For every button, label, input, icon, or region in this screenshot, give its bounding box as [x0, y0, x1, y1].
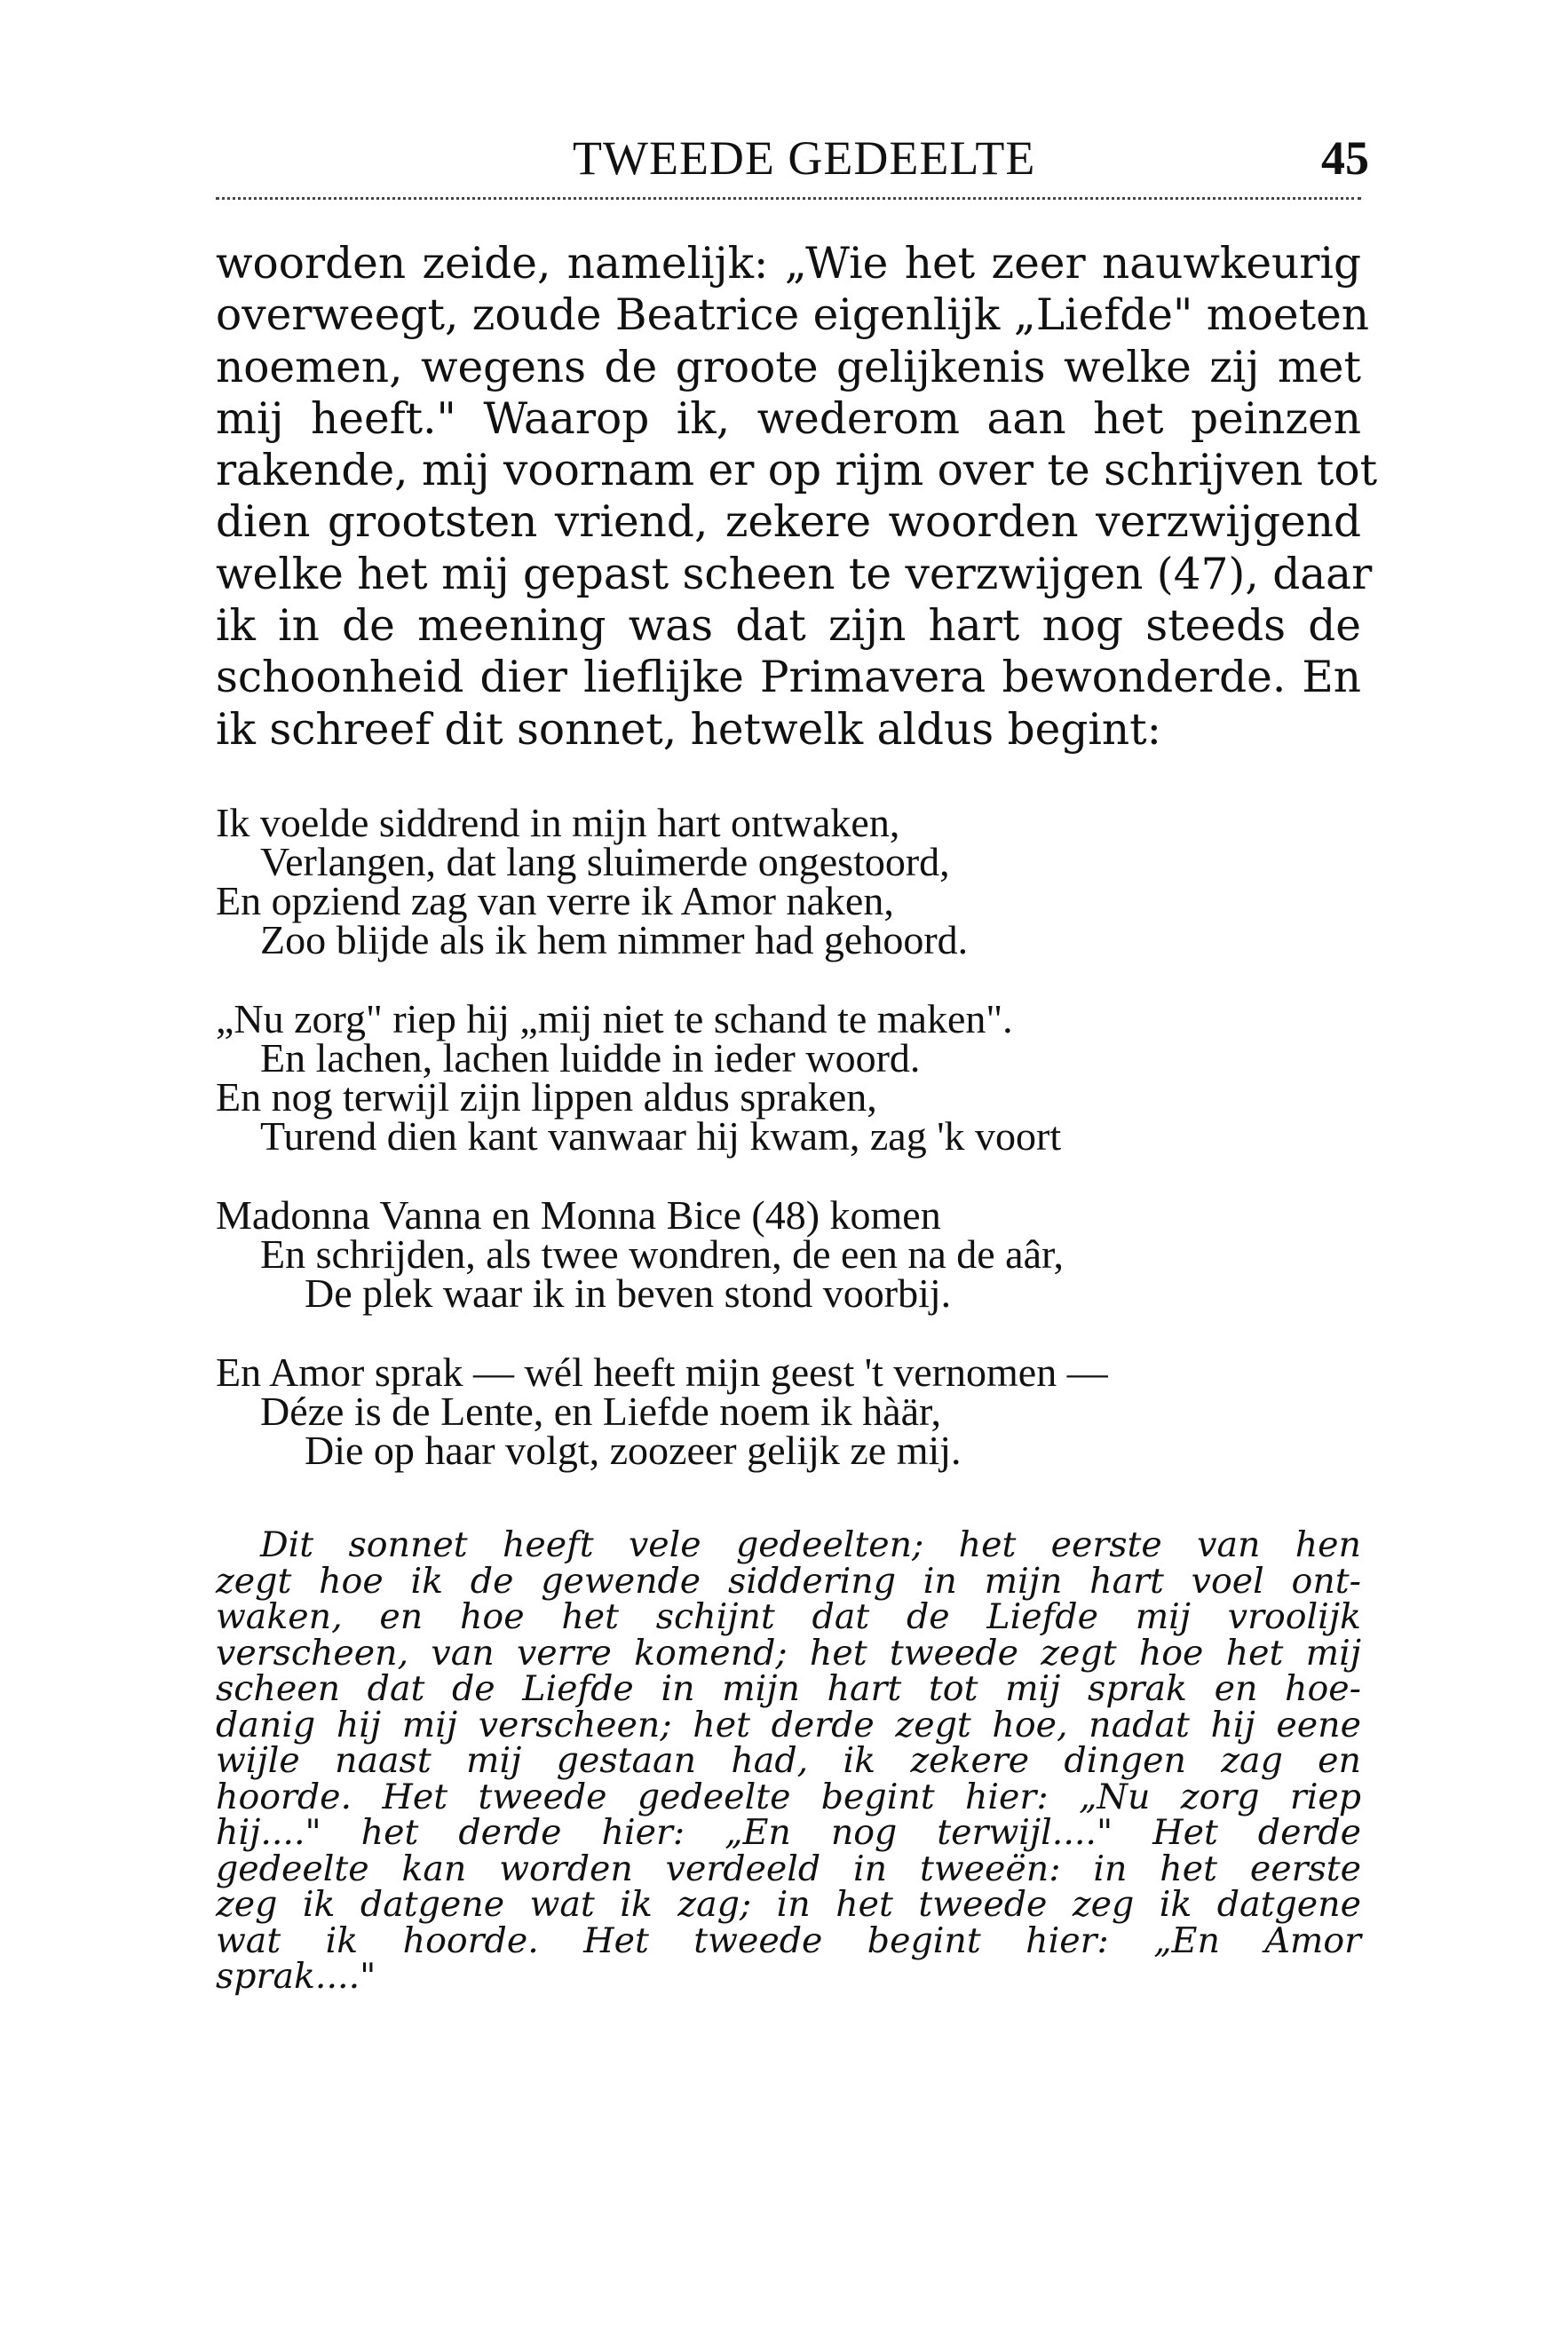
sonnet-stanza-1	[216, 800, 1361, 962]
commentary-line: sprak...."	[216, 1956, 376, 1997]
page-number: 45	[1321, 131, 1369, 185]
prose-line: rakende, mij voornam er op rijm over te schrijven tot	[216, 446, 1378, 496]
verse-line: Die op haar volgt, zoozeer gelijk ze mij.	[305, 1428, 962, 1473]
commentary-line: wijle naast mij gestaan had, ik zekere dingen zag en	[216, 1740, 1361, 1781]
verse-line: En opziend zag van verre ik Amor naken,	[216, 878, 894, 923]
verse-line: En lachen, lachen luidde in ieder woord.	[260, 1035, 921, 1080]
sonnet-stanza-4	[216, 1350, 1361, 1473]
running-header	[0, 131, 1568, 185]
header-divider	[216, 197, 1361, 200]
verse-line: Ik voelde siddrend in mijn hart ontwaken,	[216, 800, 900, 845]
prose-paragraph	[216, 238, 1378, 756]
commentary-line: scheen dat de Liefde in mijn hart tot mij sprak en hoe-	[216, 1668, 1361, 1709]
sonnet	[216, 800, 1361, 1510]
verse-line: „Nu zorg" riep hij „mij niet te schand te maken".	[216, 996, 1013, 1041]
commentary-line: danig hij mij verscheen; het derde zegt hoe, nadat hij eene	[216, 1704, 1361, 1745]
verse-line: Déze is de Lente, en Liefde noem ik hàär,	[260, 1389, 942, 1434]
commentary-line: zegt hoe ik de gewende siddering in mijn hart voel ont-	[216, 1560, 1361, 1602]
prose-line: woorden zeide, namelijk: „Wie het zeer nauwkeurig	[216, 239, 1361, 289]
commentary-line: Dit sonnet heeft vele gedeelten; het eerste van hen	[260, 1524, 1361, 1565]
verse-line: En Amor sprak — wél heeft mijn geest 't vernomen —	[216, 1350, 1108, 1395]
commentary-line: waken, en hoe het schijnt dat de Liefde mij vroolijk	[216, 1596, 1361, 1637]
chapter-title: TWEEDE GEDEELTE	[573, 131, 1036, 185]
verse-line: Zoo blijde als ik hem nimmer had gehoord.	[260, 917, 969, 962]
verse-line: Turend dien kant vanwaar hij kwam, zag 'k voort	[260, 1113, 1062, 1159]
prose-line: dien grootsten vriend, zekere woorden verzwijgend	[216, 497, 1361, 548]
verse-line: Verlangen, dat lang sluimerde ongestoord,	[260, 839, 950, 884]
verse-line: En nog terwijl zijn lippen aldus spraken,	[216, 1074, 877, 1120]
commentary-line: hij...." het derde hier: „En nog terwijl...." Het derde	[216, 1812, 1361, 1853]
verse-line: En schrijden, als twee wondren, de een na de aâr,	[260, 1231, 1064, 1277]
commentary-line: gedeelte kan worden verdeeld in tweeën: in het eerste	[216, 1848, 1361, 1889]
sonnet-stanza-2	[216, 996, 1361, 1159]
prose-line: welke het mij gepast scheen te verzwijgen (47), daar	[216, 549, 1373, 599]
sonnet-stanza-3	[216, 1192, 1361, 1316]
verse-line: Madonna Vanna en Monna Bice (48) komen	[216, 1192, 941, 1238]
prose-line: schoonheid dier lieflijke Primavera bewonderde. En	[216, 653, 1361, 703]
prose-line: ik in de meening was dat zijn hart nog steeds de	[216, 601, 1361, 652]
prose-line: noemen, wegens de groote gelijkenis welke zij met	[216, 342, 1361, 392]
commentary-line: zeg ik datgene wat ik zag; in het tweede zeg ik datgene	[216, 1884, 1361, 1925]
commentary-line: wat ik hoorde. Het tweede begint hier: „En Amor	[216, 1919, 1361, 1961]
prose-line: overweegt, zoude Beatrice eigenlijk „Liefde" moeten	[216, 290, 1370, 341]
commentary-line: verscheen, van verre komend; het tweede zegt hoe het mij	[216, 1632, 1361, 1674]
commentary-paragraph	[216, 1524, 1361, 1997]
prose-line: ik schreef dit sonnet, hetwelk aldus begint:	[216, 704, 1161, 755]
verse-line: De plek waar ik in beven stond voorbij.	[305, 1270, 952, 1316]
prose-line: mij heeft." Waarop ik, wederom aan het peinzen	[216, 393, 1361, 444]
commentary-line: hoorde. Het tweede gedeelte begint hier: „Nu zorg riep	[216, 1776, 1361, 1817]
